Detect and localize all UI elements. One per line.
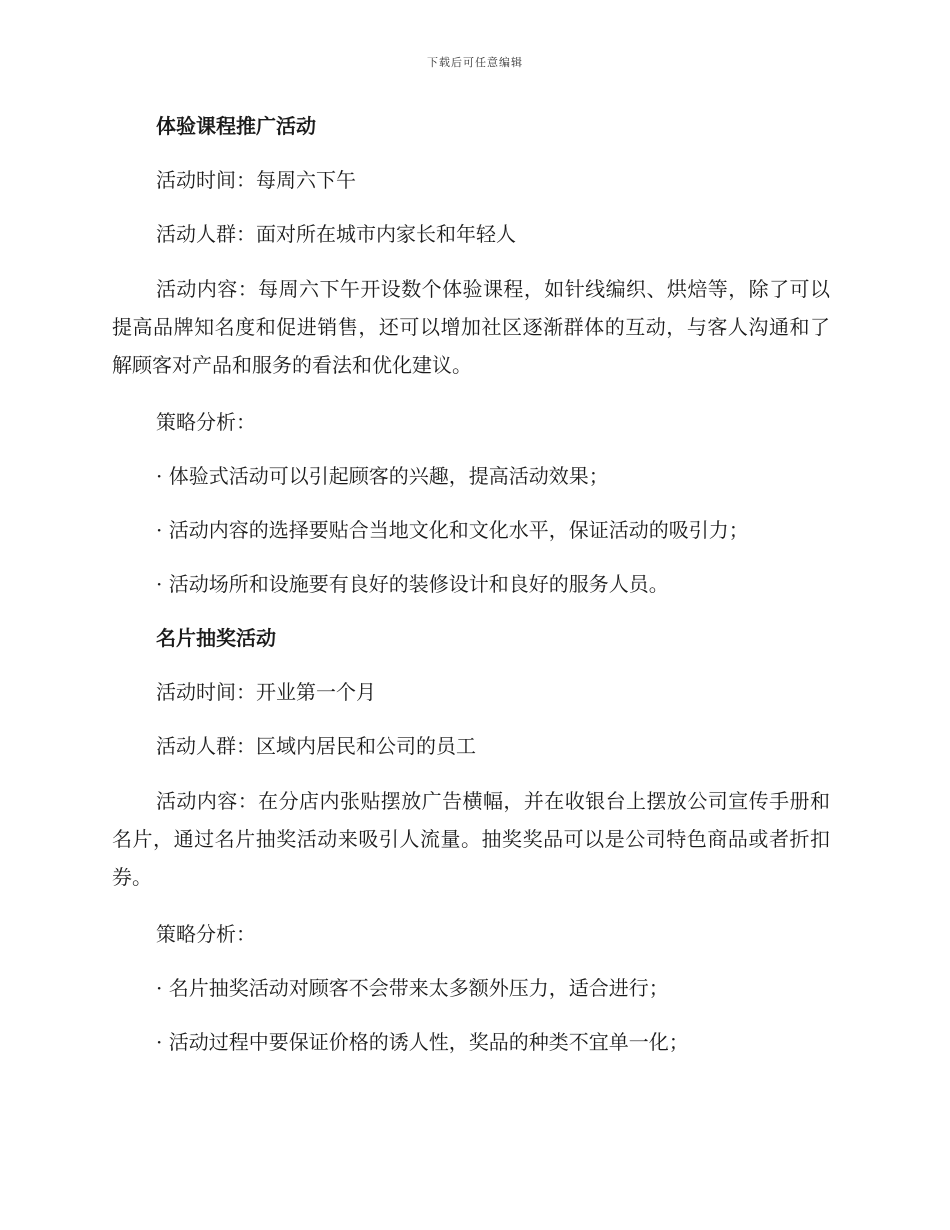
section-2-strategy-label: 策略分析：	[156, 922, 256, 946]
section-1-bullet: · 体验式活动可以引起顾客的兴趣，提高活动效果；	[156, 464, 609, 488]
section-1-content: 活动内容：每周六下午开设数个体验课程，如针线编织、烘焙等，除了可以提高品牌知名度和促进销售，还可以增加社区逐渐群体的互动，与客人沟通和了解顾客对产品和服务的看法和优化建议。	[112, 277, 830, 377]
section-2-audience: 活动人群：区域内居民和公司的员工	[156, 734, 476, 758]
section-2-bullet: · 名片抽奖活动对顾客不会带来太多额外压力，适合进行；	[156, 976, 669, 1000]
section-2-bullet: · 活动过程中要保证价格的诱人性，奖品的种类不宜单一化；	[156, 1030, 689, 1054]
section-1-bullet: · 活动场所和设施要有良好的装修设计和良好的服务人员。	[156, 572, 669, 596]
section-1-audience: 活动人群：面对所在城市内家长和年轻人	[156, 222, 516, 246]
section-2-title: 名片抽奖活动	[156, 626, 276, 650]
section-1-time: 活动时间：每周六下午	[156, 168, 356, 192]
header-note: 下载后可任意编辑	[427, 56, 523, 69]
section-1-title: 体验课程推广活动	[156, 114, 316, 138]
section-2-time: 活动时间：开业第一个月	[156, 680, 376, 704]
section-2-content: 活动内容：在分店内张贴摆放广告横幅，并在收银台上摆放公司宣传手册和名片，通过名片抽奖活动来吸引人流量。抽奖奖品可以是公司特色商品或者折扣券。	[112, 789, 830, 889]
section-1-bullet: · 活动内容的选择要贴合当地文化和文化水平，保证活动的吸引力；	[156, 518, 749, 542]
section-1-strategy-label: 策略分析：	[156, 410, 256, 434]
document-body	[112, 108, 830, 1060]
